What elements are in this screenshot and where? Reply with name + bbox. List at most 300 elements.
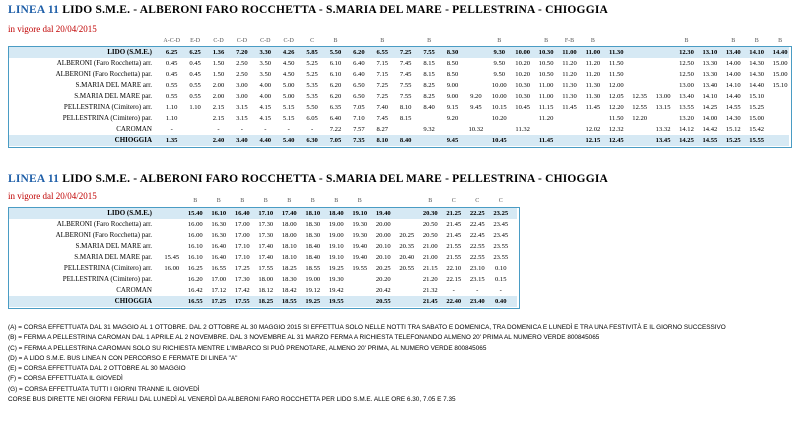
- time-cell: 7.10: [353, 115, 365, 122]
- time-cell: 11.00: [562, 49, 577, 56]
- time-cell: 7.57: [353, 126, 365, 133]
- time-cell: -: [240, 126, 243, 133]
- time-cell: 8.15: [423, 71, 435, 78]
- column-code: B: [310, 198, 315, 204]
- time-cell: 16.40: [234, 210, 250, 217]
- time-cell: 20.20: [375, 276, 391, 283]
- time-cell: 7.40: [376, 104, 389, 111]
- time-cell: 11.45: [538, 137, 554, 144]
- time-cell: 10.00: [491, 93, 507, 100]
- time-cell: 7.05: [353, 104, 365, 111]
- stop-name: CAROMAN: [116, 286, 152, 294]
- time-cell: 17.10: [234, 254, 250, 261]
- time-cell: 9.45: [446, 137, 459, 144]
- time-cell: 3.00: [236, 93, 248, 100]
- validity-date: in vigore dal 20/04/2015: [8, 191, 97, 201]
- time-cell: -: [264, 126, 267, 133]
- time-cell: 19.12: [305, 287, 321, 294]
- column-code: B: [287, 198, 292, 204]
- time-cell: 11.30: [609, 49, 624, 56]
- timetable-1: [8, 38, 792, 150]
- time-cell: 5.50: [329, 49, 342, 56]
- time-cell: 13.10: [702, 49, 718, 56]
- stop-name: LIDO (S.M.E.): [107, 48, 152, 56]
- time-cell: 6.40: [353, 60, 365, 67]
- time-cell: 17.42: [234, 287, 250, 294]
- time-cell: 17.30: [258, 221, 274, 228]
- time-cell: 10.00: [491, 82, 507, 89]
- table-row: [8, 208, 520, 219]
- column-code: B: [334, 198, 339, 204]
- time-cell: 15.55: [749, 137, 765, 144]
- table-row: [8, 113, 792, 124]
- time-cell: 7.20: [236, 49, 248, 56]
- footnote: (C) = FERMA A PELLESTRINA CAROMAN SOLO SU RICHIESTA MENTRE L'IMBARCO SI PUÒ PRENOTARE, ALMENO 20' PRIMA, AL NUMERO VERDE 800845065: [8, 344, 487, 352]
- time-cell: 14.00: [725, 71, 741, 78]
- time-cell: 17.40: [258, 254, 274, 261]
- time-cell: 0.45: [165, 60, 178, 67]
- time-cell: 8.15: [399, 115, 412, 122]
- time-cell: 23.40: [469, 298, 485, 305]
- time-cell: 12.32: [608, 126, 624, 133]
- time-cell: 17.10: [234, 243, 250, 250]
- time-cell: 2.50: [236, 60, 248, 67]
- time-cell: 10.50: [538, 60, 554, 67]
- time-cell: 11.30: [562, 82, 577, 89]
- time-cell: 14.00: [702, 115, 718, 122]
- time-cell: -: [170, 126, 173, 133]
- time-cell: 7.25: [376, 93, 389, 100]
- time-cell: 12.20: [632, 115, 648, 122]
- time-cell: 16.55: [211, 265, 227, 272]
- time-cell: 22.45: [469, 232, 485, 239]
- time-cell: 15.12: [725, 126, 741, 133]
- table-row: [8, 91, 792, 102]
- table-row: [8, 135, 792, 146]
- time-cell: 10.20: [515, 71, 531, 78]
- time-cell: 12.35: [632, 93, 648, 100]
- time-cell: 5.85: [306, 49, 318, 56]
- footnote: (B) = FERMA A PELLESTRINA CAROMAN DAL 1 APRILE AL 2 NOVEMBRE. DAL 3 NOVEMBRE AL 31 MARZO FERMA A RICHIESTA TELEFONANDO ALMENO 20' PRIMA AL NUMERO VERDE 800845065: [8, 334, 600, 342]
- time-cell: 7.35: [353, 137, 365, 144]
- time-cell: 10.00: [515, 49, 531, 56]
- time-cell: 20.55: [375, 298, 391, 305]
- column-code: C-D: [236, 38, 248, 44]
- time-cell: 11.45: [562, 104, 577, 111]
- time-cell: 11.32: [515, 126, 530, 133]
- time-cell: 0.10: [494, 265, 507, 272]
- stop-name: CAROMAN: [116, 125, 152, 133]
- column-code: B: [216, 198, 221, 204]
- time-cell: 4.50: [282, 60, 295, 67]
- time-cell: 3.30: [259, 49, 272, 56]
- time-cell: 20.25: [375, 265, 391, 272]
- column-code: C-D: [283, 38, 294, 44]
- time-cell: 21.55: [446, 254, 462, 261]
- time-cell: 16.30: [211, 221, 227, 228]
- time-cell: 4.00: [259, 82, 272, 89]
- stop-name: CHIOGGIA: [114, 297, 152, 305]
- time-cell: 3.40: [236, 137, 248, 144]
- stop-name: PELLESTRINA (Cimitero) par.: [62, 114, 152, 122]
- time-cell: 15.00: [772, 60, 788, 67]
- time-cell: 20.10: [375, 243, 391, 250]
- table-row: [8, 102, 792, 113]
- time-cell: 19.30: [352, 232, 368, 239]
- stop-name: ALBERONI (Faro Rocchetta) arr.: [56, 59, 152, 67]
- time-cell: 3.15: [236, 104, 248, 111]
- time-cell: 8.10: [376, 137, 389, 144]
- time-cell: 21.00: [422, 254, 438, 261]
- time-cell: 15.10: [772, 82, 788, 89]
- time-cell: 13.32: [655, 126, 671, 133]
- time-cell: 12.05: [608, 93, 624, 100]
- time-cell: 18.55: [281, 298, 297, 305]
- time-cell: 20.55: [399, 265, 415, 272]
- time-cell: 18.25: [258, 298, 274, 305]
- time-cell: 11.00: [585, 49, 601, 56]
- footnotes: [8, 323, 792, 405]
- time-cell: 7.55: [399, 93, 412, 100]
- time-cell: 17.40: [258, 243, 274, 250]
- time-cell: 1.10: [165, 104, 178, 111]
- time-cell: 2.50: [236, 71, 248, 78]
- time-cell: 11.50: [608, 60, 624, 67]
- time-cell: 8.50: [446, 60, 459, 67]
- time-cell: 1.36: [212, 49, 225, 56]
- time-cell: 12.50: [679, 60, 694, 67]
- time-cell: 16.55: [187, 298, 203, 305]
- column-code: B: [544, 38, 549, 44]
- time-cell: 8.15: [423, 60, 435, 67]
- time-cell: 4.40: [259, 137, 272, 144]
- time-cell: 19.55: [328, 298, 344, 305]
- stop-name: CHIOGGIA: [114, 136, 152, 144]
- time-cell: 23.25: [493, 210, 509, 217]
- column-code: B: [778, 38, 783, 44]
- time-cell: 14.42: [702, 126, 718, 133]
- time-cell: 5.35: [306, 82, 318, 89]
- time-cell: 20.30: [422, 210, 438, 217]
- time-cell: 13.20: [679, 115, 694, 122]
- time-cell: 4.50: [282, 71, 295, 78]
- time-cell: 6.10: [329, 71, 342, 78]
- stop-name: LIDO (S.M.E.): [107, 209, 152, 217]
- time-cell: 5.40: [282, 137, 295, 144]
- time-cell: 20.00: [375, 232, 391, 239]
- time-cell: 5.15: [282, 104, 295, 111]
- footnote: (D) = A LIDO S.M.E. BUS LINEA N CON PERCORSO E FERMATE DI LINEA "A": [8, 354, 238, 362]
- time-cell: 7.25: [399, 49, 412, 56]
- column-code: B: [497, 38, 502, 44]
- time-cell: 9.45: [470, 104, 482, 111]
- time-cell: 0.40: [494, 298, 507, 305]
- time-cell: 14.55: [725, 104, 741, 111]
- column-code: B: [754, 38, 759, 44]
- time-cell: 5.25: [306, 71, 318, 78]
- time-cell: 20.50: [422, 221, 438, 228]
- time-cell: 7.45: [376, 115, 389, 122]
- column-code: C-D: [213, 38, 224, 44]
- time-cell: 10.20: [515, 60, 531, 67]
- time-cell: 18.00: [258, 276, 274, 283]
- time-cell: 13.45: [655, 137, 671, 144]
- time-cell: -: [217, 126, 220, 133]
- time-cell: 6.20: [329, 93, 342, 100]
- time-cell: 14.40: [725, 93, 741, 100]
- time-cell: 5.50: [306, 104, 318, 111]
- table-row: [8, 252, 520, 263]
- time-cell: 7.45: [399, 71, 412, 78]
- time-cell: 8.25: [423, 93, 435, 100]
- time-cell: 20.42: [375, 287, 391, 294]
- time-cell: 0.55: [189, 82, 201, 89]
- time-cell: -: [499, 287, 502, 294]
- time-cell: 7.05: [329, 137, 342, 144]
- time-cell: 5.35: [306, 93, 318, 100]
- time-cell: 8.25: [423, 82, 435, 89]
- time-cell: 11.50: [608, 115, 624, 122]
- column-code: E-D: [190, 38, 201, 44]
- time-cell: 22.25: [469, 210, 485, 217]
- time-cell: 13.30: [702, 71, 718, 78]
- time-cell: 1.35: [165, 137, 178, 144]
- time-cell: 6.30: [306, 137, 318, 144]
- time-cell: 9.50: [493, 60, 506, 67]
- time-cell: 14.10: [702, 93, 718, 100]
- time-cell: -: [287, 126, 290, 133]
- time-cell: 9.30: [493, 49, 506, 56]
- time-cell: 5.15: [282, 115, 295, 122]
- time-cell: 14.30: [725, 115, 741, 122]
- stop-name: PELLESTRINA (Cimitero) par.: [62, 275, 152, 283]
- time-cell: 19.40: [375, 210, 391, 217]
- column-code: C: [475, 198, 480, 204]
- time-cell: 13.40: [679, 93, 694, 100]
- time-cell: 22.15: [446, 276, 462, 283]
- time-cell: 14.25: [679, 137, 694, 144]
- time-cell: 19.30: [352, 221, 368, 228]
- time-cell: 8.30: [446, 49, 459, 56]
- time-cell: 18.10: [281, 254, 297, 261]
- time-cell: 18.42: [281, 287, 297, 294]
- time-cell: 13.40: [702, 82, 718, 89]
- time-cell: 23.10: [469, 265, 485, 272]
- table-row: [8, 285, 520, 296]
- time-cell: 10.32: [468, 126, 484, 133]
- time-cell: 16.00: [187, 221, 203, 228]
- stop-name: ALBERONI (Faro Rocchetta) par.: [55, 231, 152, 239]
- time-cell: 11.30: [562, 93, 577, 100]
- time-cell: 10.45: [491, 137, 507, 144]
- time-cell: 20.35: [399, 243, 415, 250]
- time-cell: 18.30: [281, 276, 297, 283]
- time-cell: 2.40: [212, 137, 225, 144]
- time-cell: 19.00: [328, 232, 344, 239]
- time-cell: 17.10: [258, 210, 274, 217]
- footnote: CORSE BUS DIRETTE NEI GIORNI FERIALI DAL LUNEDÌ AL VENERDÌ DA ALBERONI FARO ROCCHETTA PER LIDO S.M.E. ALLE ORE 6.30, 7.05 E 7.35: [8, 396, 456, 404]
- table-row: [8, 47, 792, 58]
- time-cell: 20.10: [375, 254, 391, 261]
- time-cell: 16.25: [187, 265, 203, 272]
- time-cell: 12.45: [608, 137, 624, 144]
- time-cell: 10.30: [515, 93, 531, 100]
- table-row: [8, 274, 520, 285]
- time-cell: 19.25: [328, 265, 344, 272]
- time-cell: 17.30: [258, 232, 274, 239]
- time-cell: 19.10: [328, 243, 344, 250]
- time-cell: 12.15: [585, 137, 601, 144]
- time-cell: 8.50: [446, 71, 459, 78]
- time-cell: 18.40: [305, 254, 321, 261]
- time-cell: 15.00: [749, 115, 765, 122]
- time-cell: 22.55: [469, 254, 485, 261]
- time-cell: 23.45: [493, 221, 509, 228]
- column-code: C: [451, 198, 456, 204]
- time-cell: 19.40: [352, 254, 368, 261]
- time-cell: 15.40: [187, 210, 203, 217]
- time-cell: 19.30: [328, 276, 344, 283]
- time-cell: 21.55: [446, 243, 462, 250]
- time-cell: 20.25: [399, 232, 415, 239]
- time-cell: 11.00: [538, 93, 554, 100]
- time-cell: 19.25: [305, 298, 321, 305]
- column-code: B: [240, 198, 245, 204]
- time-cell: 18.55: [305, 265, 321, 272]
- time-cell: 22.45: [469, 221, 485, 228]
- time-cell: 7.45: [399, 60, 412, 67]
- time-cell: 11.20: [538, 115, 554, 122]
- column-code: B: [380, 38, 385, 44]
- timetable-2-title: [8, 173, 608, 185]
- table-row: [8, 58, 792, 69]
- time-cell: 16.00: [164, 265, 180, 272]
- time-cell: 22.10: [446, 265, 462, 272]
- stop-name: S.MARIA DEL MARE arr.: [75, 242, 152, 250]
- time-cell: 1.50: [212, 71, 225, 78]
- column-code: A-C-D: [163, 38, 181, 44]
- time-cell: 14.30: [749, 60, 765, 67]
- time-cell: 16.30: [211, 232, 227, 239]
- stop-name: PELLESTRINA (Cimitero) arr.: [63, 264, 152, 272]
- column-code: B: [590, 38, 595, 44]
- time-cell: 19.00: [328, 221, 344, 228]
- time-cell: 17.55: [258, 265, 274, 272]
- time-cell: 19.10: [328, 254, 344, 261]
- time-cell: 4.26: [282, 49, 295, 56]
- column-code: B: [427, 38, 432, 44]
- time-cell: 9.00: [446, 82, 459, 89]
- time-cell: 10.15: [491, 104, 507, 111]
- time-cell: 23.55: [493, 243, 509, 250]
- time-cell: 4.15: [259, 115, 272, 122]
- time-cell: 3.00: [236, 82, 248, 89]
- time-cell: 17.00: [234, 232, 250, 239]
- time-cell: 7.55: [399, 82, 412, 89]
- stop-name: S.MARIA DEL MARE par.: [74, 92, 152, 100]
- time-cell: 10.30: [515, 82, 531, 89]
- time-cell: 6.20: [329, 82, 342, 89]
- time-cell: 21.32: [422, 287, 438, 294]
- column-code: B: [193, 198, 198, 204]
- time-cell: 18.00: [281, 232, 297, 239]
- time-cell: 21.20: [422, 276, 438, 283]
- time-cell: 3.15: [236, 115, 248, 122]
- time-cell: 17.25: [211, 298, 227, 305]
- time-cell: 9.15: [446, 104, 459, 111]
- stop-name: ALBERONI (Faro Rocchetta) par.: [55, 70, 152, 78]
- column-code: B: [684, 38, 689, 44]
- time-cell: 8.40: [423, 104, 435, 111]
- time-cell: 12.00: [608, 82, 624, 89]
- time-cell: 6.05: [306, 115, 318, 122]
- time-cell: 16.10: [211, 210, 227, 217]
- time-cell: 7.25: [376, 82, 389, 89]
- time-cell: 2.15: [212, 104, 225, 111]
- time-cell: 16.42: [187, 287, 203, 294]
- time-cell: 8.40: [399, 137, 412, 144]
- time-cell: 21.45: [446, 221, 462, 228]
- time-cell: 16.00: [187, 232, 203, 239]
- table-row: [8, 241, 520, 252]
- time-cell: 15.42: [749, 126, 765, 133]
- time-cell: 11.20: [585, 71, 601, 78]
- table-row: [8, 263, 520, 274]
- time-cell: 21.00: [422, 243, 438, 250]
- time-cell: 0.55: [189, 93, 201, 100]
- time-cell: 16.40: [211, 254, 227, 261]
- time-cell: 14.25: [702, 104, 718, 111]
- time-cell: 7.15: [376, 71, 389, 78]
- time-cell: 19.10: [352, 210, 368, 217]
- time-cell: 2.15: [212, 115, 225, 122]
- time-cell: 4.00: [259, 93, 272, 100]
- time-cell: 13.00: [679, 82, 694, 89]
- time-cell: 12.20: [608, 104, 624, 111]
- time-cell: 12.02: [585, 126, 601, 133]
- time-cell: 14.40: [749, 82, 765, 89]
- time-cell: 11.30: [585, 93, 601, 100]
- time-cell: 19.55: [352, 265, 368, 272]
- time-cell: 4.15: [259, 104, 272, 111]
- column-code: B: [731, 38, 736, 44]
- time-cell: 11.15: [538, 104, 554, 111]
- time-cell: 21.45: [446, 232, 462, 239]
- line-number: LINEA 11: [8, 173, 60, 185]
- time-cell: 1.50: [212, 60, 225, 67]
- time-cell: 18.40: [305, 243, 321, 250]
- time-cell: 18.10: [281, 243, 297, 250]
- time-cell: 17.25: [234, 265, 250, 272]
- time-cell: 11.00: [538, 82, 554, 89]
- column-code: B: [428, 198, 433, 204]
- table-row: [8, 219, 520, 230]
- table-row: [8, 80, 792, 91]
- time-cell: 2.00: [212, 82, 225, 89]
- time-cell: 10.30: [538, 49, 554, 56]
- time-cell: 20.40: [399, 254, 415, 261]
- time-cell: 11.20: [562, 71, 577, 78]
- timetable-2: [8, 198, 528, 310]
- time-cell: 5.00: [282, 93, 295, 100]
- time-cell: 15.25: [725, 137, 741, 144]
- column-code: B: [263, 198, 268, 204]
- time-cell: 6.50: [353, 82, 365, 89]
- time-cell: 0.55: [165, 93, 178, 100]
- column-code: C: [310, 38, 315, 44]
- time-cell: 18.10: [305, 210, 321, 217]
- time-cell: 16.40: [211, 243, 227, 250]
